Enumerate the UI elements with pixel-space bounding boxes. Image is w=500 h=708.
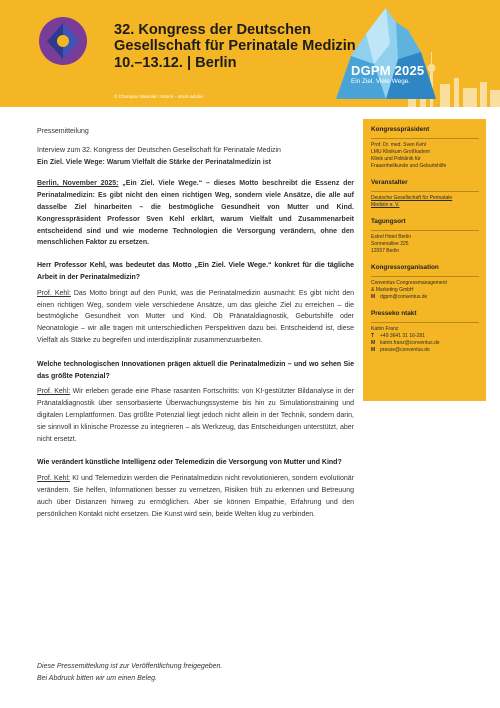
organisation-email-link[interactable]: dgpm@conventus.de [380, 294, 428, 300]
intro [37, 145, 354, 169]
sidebar-line: Prof. Dr. med. Sven Kehl [371, 142, 427, 148]
intro-headline: Ein Ziel. Viele Wege: Warum Vielfalt die Stärke der Perinatalmedizin ist [37, 158, 271, 166]
congress-title-line-3: 10.–13.12. | Berlin [114, 54, 237, 71]
document-label: Pressemitteilung [37, 128, 89, 135]
question-3: Wie verändert künstliche Intelligenz oder Telemedizin die Versorgung von Mutter und Kind? [37, 459, 342, 467]
main-content [37, 126, 354, 532]
press-email-row [371, 340, 479, 347]
sidebar-section-tagungsort [371, 217, 479, 255]
answer-1 [37, 288, 354, 347]
photo-credit: © Chompoo Wannak / iStock – stock.adobe [114, 94, 203, 99]
dgpm-badge [351, 63, 424, 85]
sidebar-heading: Kongresspräsident [371, 125, 479, 139]
contact-key: M [371, 347, 376, 353]
answer-2 [37, 386, 354, 445]
sidebar-line: Sonnenallee 225 [371, 241, 409, 247]
press-phone-row [371, 333, 479, 340]
sidebar-line: Conventus Congressmanagement [371, 280, 447, 286]
sidebar-line: Frauenheilkunde und Geburtshilfe [371, 163, 447, 169]
lead-paragraph [37, 178, 354, 249]
answer-text: Das Motto bringt auf den Punkt, was die Perinatalmedizin ausmacht: Es gibt nicht den einen richtigen Weg, sondern viele verschiedene Ansätze, um das gleiche Ziel zu erreichen – die bestmögliche Gesundheit von Mutter und Kind. Ob Pränataldiagnostik, Geburtshilfe oder Neonatologie – wir alle tragen mit unterschiedlichen Perspektiven dazu bei. Entscheidend ist, diese Vielfalt als Stärke zu begreifen und interdisziplinär zusammenzuarbeiten. [37, 289, 354, 344]
contact-key: M [371, 340, 376, 346]
dateline: Berlin, November 2025: [37, 180, 119, 188]
sidebar-line: Estrel Hotel Berlin [371, 234, 412, 240]
sidebar-line: Medizin e. V. [371, 202, 400, 208]
sidebar-line: 12057 Berlin [371, 248, 400, 254]
veranstalter-link[interactable] [371, 195, 479, 209]
sidebar-heading: Kongressorganisation [371, 263, 479, 277]
congress-title-line-1: 32. Kongress der Deutschen [114, 22, 312, 38]
press-email-link-2[interactable]: presse@conventus.de [380, 347, 430, 353]
dgpm-logo-icon [37, 15, 89, 67]
question-2: Welche technologischen Innovationen prägen aktuell die Perinatalmedizin – und wo sehen Sie das größte Potenzial? [37, 360, 354, 380]
press-phone: +49 3641 31 16-281 [380, 333, 425, 339]
congress-title-line-2: Gesellschaft für Perinatale Medizin [114, 38, 356, 55]
header-banner [0, 0, 500, 107]
footer-note [37, 661, 222, 685]
press-email-link-1[interactable]: katrin.franz@conventus.de [380, 340, 440, 346]
footer-line-2: Bei Abdruck bitten wir um einen Beleg. [37, 675, 157, 682]
badge-motto: Ein Ziel. Viele Wege. [351, 78, 411, 85]
answer-text: Wir erleben gerade eine Phase rasanten Fortschritts: von KI-gestützter Bildanalyse in der Pränataldiagnostik über sensorbasierte Überwachungssysteme bis hin zu Simulationstraining und digitalen Lernplattformen. Das größte Potenzial liegt jedoch nicht allein in der Technik, sondern darin, sie sinnvoll in klinische Prozesse zu integrieren – als Werkzeug, das Entscheidungen unterstützt, aber nicht ersetzt. [37, 388, 354, 443]
question-1: Herr Professor Kehl, was bedeutet das Motto „Ein Ziel. Viele Wege.“ konkret für die tägliche Arbeit in der Perinatalmedizin? [37, 262, 354, 281]
press-email-row [371, 347, 479, 354]
speaker-label: Prof. Kehl: [37, 388, 71, 396]
contact-key: T [371, 333, 375, 339]
sidebar-line: Klinik und Poliklinik für [371, 156, 421, 162]
badge-title: DGPM 2025 [351, 63, 425, 78]
sidebar-line: & Marketing GmbH [371, 287, 414, 293]
intro-line: Interview zum 32. Kongress der Deutschen Gesellschaft für Perinatale Medizin [37, 146, 281, 154]
sidebar-line: Deutsche Gesellschaft für Perinatale [371, 195, 453, 201]
sidebar-line: LMU Klinikum Großhadern [371, 149, 431, 155]
sidebar-section-presse [371, 309, 479, 354]
sidebar-heading: Tagungsort [371, 217, 479, 231]
sidebar-section-veranstalter [371, 178, 479, 209]
answer-text: KI und Telemedizin werden die Perinatalmedizin nicht revolutionieren, sondern evolutionär verändern. Sie helfen, Informationen besser zu vernetzen, Risiken früh zu erkennen und Betreuung auch über Distanzen hinweg zu ermöglichen. Aber sie können Empathie, Erfahrung und den persönlichen Kontakt nicht ersetzen. Die Kunst wird sein, beide Welten klug zu verbinden. [37, 475, 354, 518]
speaker-label: Prof. Kehl: [37, 289, 71, 297]
sidebar-heading: Presseko ntakt [371, 309, 479, 323]
speaker-label: Prof. Kehl: [37, 475, 70, 483]
sidebar-section-praesident [371, 125, 479, 170]
info-sidebar [363, 119, 486, 401]
footer-line-1: Diese Pressemitteilung ist zur Veröffentlichung freigegeben. [37, 663, 223, 670]
contact-key: M [371, 294, 376, 300]
press-contact-name: Katrin Franz [371, 326, 399, 332]
sidebar-section-organisation [371, 263, 479, 301]
organisation-email-row [371, 294, 479, 301]
lead-text: „Ein Ziel. Viele Wege.“ – dieses Motto beschreibt die Essenz der Perinatalmedizin: Es gibt nicht den einen richtigen Weg, sondern viele Ansätze, die alle auf dasselbe Ziel hinarbeiten – die bestmögliche Gesundheit von Mutter und Kind. Kongresspräsident Professor Sven Kehl erklärt, warum Vielfalt und Zusammenarbeit entscheidend sind und wie moderne Technologien die Versorgung verändern, ohne den menschlichen Faktor zu ersetzen. [37, 180, 354, 247]
answer-3 [37, 473, 354, 520]
sidebar-heading: Veranstalter [371, 178, 479, 192]
